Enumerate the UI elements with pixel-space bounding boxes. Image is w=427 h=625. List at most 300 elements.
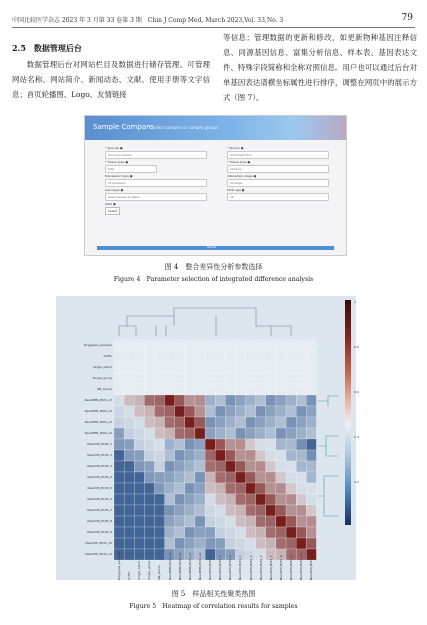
heatmap-cell: [195, 373, 205, 384]
heatmap-cell: [215, 428, 225, 439]
column-label: NearDHI_BOIS_11: [309, 553, 314, 580]
heatmap-cell: [235, 417, 245, 428]
heatmap-cell: [246, 439, 256, 450]
heatmap-cell: [205, 472, 215, 483]
heatmap-cell: [296, 516, 306, 527]
column-label: NearDHI_BOIS_1: [208, 555, 213, 580]
heatmap-cell: [246, 472, 256, 483]
heatmap-cell: [165, 516, 175, 527]
row-label: Single_group: [92, 376, 112, 380]
heatmap-cell: [225, 351, 235, 362]
heatmap-cell: [114, 527, 124, 538]
colorbar-tick: 0.4: [354, 435, 359, 439]
heatmap-cell: [286, 527, 296, 538]
heatmap-cell: [225, 373, 235, 384]
row-label: NearDHI_BOIS_2: [87, 453, 112, 457]
heatmap-cell: [296, 472, 306, 483]
heatmap-cell: [205, 439, 215, 450]
heatmap-cell: [175, 472, 185, 483]
heatmap-cell: [134, 516, 144, 527]
heatmap-cell: [134, 373, 144, 384]
heatmap-cell: [266, 406, 276, 417]
heatmap-cell: [306, 516, 316, 527]
heatmap-cell: [175, 494, 185, 505]
heatmap-cell: [235, 516, 245, 527]
heatmap-cell: [134, 384, 144, 395]
heatmap-cell: [286, 384, 296, 395]
heatmap-cell: [266, 351, 276, 362]
genotype-input[interactable]: Select Gene(s) by Name: [105, 193, 207, 201]
heatmap-cell: [246, 461, 256, 472]
heatmap-cell: [276, 516, 286, 527]
heatmap-cell: [296, 439, 306, 450]
heatmap-cell: [205, 494, 215, 505]
colorbar-tick: 1: [354, 300, 356, 304]
heatmap-cell: [296, 461, 306, 472]
heatmap-cell: [124, 395, 134, 406]
row-label: NearDHI_BOIS_8: [87, 519, 112, 523]
heatmap-cell: [195, 362, 205, 373]
heatmap-cell: [124, 351, 134, 362]
heatmap-cell: [306, 406, 316, 417]
heatmap-cell: [306, 395, 316, 406]
heatmap-cell: [165, 483, 175, 494]
heatmap-cell: [165, 395, 175, 406]
heatmap-cell: [296, 527, 306, 538]
heatmap-cell: [256, 395, 266, 406]
heatmap-cell: [215, 373, 225, 384]
heatmap-cell: [266, 373, 276, 384]
heatmap-cell: [256, 516, 266, 527]
heatmap-cell: [134, 472, 144, 483]
heatmap-cell: [144, 406, 154, 417]
heatmap-cell: [144, 494, 154, 505]
heatmap-cell: [246, 527, 256, 538]
heatmap-cell: [144, 505, 154, 516]
heatmap-cell: [225, 384, 235, 395]
heatmap-cell: [195, 461, 205, 472]
heatmap-cell: [154, 417, 164, 428]
heatmap-cell: [154, 494, 164, 505]
row-label: NearDHI_BOIS_5: [87, 486, 112, 490]
heatmap-cell: [306, 373, 316, 384]
heatmap-cell: [286, 373, 296, 384]
heatmap-cell: [124, 417, 134, 428]
heatmap-cell: [235, 494, 245, 505]
field-label: * Species ●: [105, 146, 123, 150]
heatmap-cell: [286, 439, 296, 450]
heatmap-cell: [205, 505, 215, 516]
row-label: NearDHI_BOIS_7: [87, 508, 112, 512]
heatmap-cell: [175, 428, 185, 439]
heatmap-cell: [124, 450, 134, 461]
heatmap-cell: [246, 494, 256, 505]
heatmap-cell: [185, 340, 195, 351]
heatmap-cell: [165, 428, 175, 439]
heatmap-cell: [225, 450, 235, 461]
heatmap-cell: [165, 373, 175, 384]
heatmap-cell: [175, 450, 185, 461]
heatmap-cell: [246, 505, 256, 516]
heatmap-cell: [306, 351, 316, 362]
heatmap-cell: [276, 373, 286, 384]
heatmap-cell: [225, 439, 235, 450]
heatmap-cell: [266, 472, 276, 483]
heatmap-cell: [246, 483, 256, 494]
heatmap-cell: [215, 527, 225, 538]
heatmap-cell: [286, 461, 296, 472]
column-label: NearDHI_BOIS_8: [278, 555, 283, 580]
heatmap-cell: [306, 461, 316, 472]
heatmap-cell: [185, 516, 195, 527]
heatmap-cell: [256, 461, 266, 472]
column-label: Suffix: [127, 571, 132, 580]
heatmap-cell: [286, 406, 296, 417]
heatmap-cell: [144, 439, 154, 450]
heatmap-cell: [215, 439, 225, 450]
heatmap-cell: [175, 373, 185, 384]
heatmap-cell: [296, 373, 306, 384]
heatmap-cell: [154, 373, 164, 384]
heatmap-cell: [195, 417, 205, 428]
heatmap-cell: [215, 384, 225, 395]
figure4-screenshot: [84, 115, 347, 256]
heatmap-cell: [235, 439, 245, 450]
heatmap-cell: [276, 406, 286, 417]
heatmap-cell: [256, 417, 266, 428]
strains-select[interactable]: Small-tailed Han: [227, 151, 329, 159]
heatmap-cell: [165, 494, 175, 505]
heatmap-cell: [114, 362, 124, 373]
figure4-banner: [85, 116, 346, 140]
field-label: Genotype ●: [105, 188, 124, 192]
heatmap-cell: [165, 461, 175, 472]
heatmap-cell: [175, 527, 185, 538]
heatmap-cell: [185, 494, 195, 505]
heatmap-cell: [235, 450, 245, 461]
column-label: Single_batch: [137, 560, 142, 580]
heatmap-cell: [306, 494, 316, 505]
heatmap-cell: [124, 384, 134, 395]
heatmap-cell: [205, 373, 215, 384]
heatmap-cell: [185, 483, 195, 494]
heatmap-cell: [165, 362, 175, 373]
heatmap-cell: [225, 340, 235, 351]
heatmap-cell: [134, 494, 144, 505]
right-column-paragraph: 等信息；管理数据的更新和修改，如更新物种基因注释信息、同源基因信息、富集分析信息、样本表、基因表达文件、特殊字段简称和全称对照信息。用户也可以通过后台对单基因表达谱横坐标属性进行排序，调整在网页中的展示方式（图 7）。: [223, 33, 417, 102]
heatmap-cell: [306, 428, 316, 439]
page-number: 79: [401, 13, 413, 23]
heatmap-cell: [165, 417, 175, 428]
heatmap-cell: [154, 527, 164, 538]
heatmap-cell: [266, 483, 276, 494]
heatmap-cell: [306, 483, 316, 494]
heatmap-cell: [165, 472, 175, 483]
heatmap-cell: [215, 395, 225, 406]
heatmap-cell: [215, 483, 225, 494]
heatmap-cell: [134, 417, 144, 428]
heatmap-cell: [296, 395, 306, 406]
colorbar-tick: 0.6: [354, 390, 359, 394]
heatmap-cell: [306, 450, 316, 461]
row-label: NearDHI_BOIS_6: [87, 497, 112, 501]
colorbar-tick: 0.8: [354, 345, 359, 349]
heatmap-cell: [154, 439, 164, 450]
figure5-caption-cn: 图 5 样品相关性聚类热图: [171, 590, 256, 598]
heatmap-cell: [195, 351, 205, 362]
heatmap-cell: [225, 483, 235, 494]
heatmap-cell: [165, 406, 175, 417]
heatmap-cell: [266, 516, 276, 527]
heatmap-cell: [195, 384, 205, 395]
heatmap-cell: [286, 472, 296, 483]
column-label: NearDHI_BOIS_2: [218, 555, 223, 580]
fetal-age-select[interactable]: All: [227, 193, 329, 201]
heatmap-cell: [175, 395, 185, 406]
row-label: NearDHI_BOIS_9: [87, 530, 112, 534]
heatmap-cell: [114, 461, 124, 472]
heatmap-cell: [144, 428, 154, 439]
heatmap-cell: [114, 340, 124, 351]
heatmap-cell: [144, 472, 154, 483]
heatmap-cell: [276, 494, 286, 505]
heatmap-cell: [124, 472, 134, 483]
row-label: NearDHI_BOIS_1: [87, 442, 112, 446]
heatmap-cell: [124, 362, 134, 373]
heatmap-cell: [276, 450, 286, 461]
field-label: Data ●: [105, 202, 116, 206]
heatmap-cell: [185, 505, 195, 516]
heatmap-cell: [114, 450, 124, 461]
left-column-paragraph: 数据管理后台对网站栏目及数据进行储存管理。可管理网站名称、网站简介、新闻动态、文献、使用手册等文字信息；首页轮播图、Logo、友情链接: [12, 60, 210, 99]
heatmap-cell: [276, 505, 286, 516]
heatmap-cell: [175, 505, 185, 516]
heatmap-cell: [134, 351, 144, 362]
species-select[interactable]: Ovis aries (sheep): [105, 151, 207, 159]
heatmap-cell: [114, 428, 124, 439]
heatmap-cell: [235, 428, 245, 439]
heatmap-cell: [205, 483, 215, 494]
heatmap-cell: [256, 384, 266, 395]
heatmap-cell: [175, 406, 185, 417]
heatmap-cell: [215, 362, 225, 373]
heatmap-cell: [286, 362, 296, 373]
heatmap-cell: [276, 384, 286, 395]
heatmap-cell: [205, 417, 215, 428]
heatmap-cell: [185, 362, 195, 373]
heatmap-cell: [124, 505, 134, 516]
heatmap-cell: [185, 527, 195, 538]
field-label: Fetal age ●: [227, 188, 245, 192]
heatmap-cell: [225, 527, 235, 538]
heatmap-cell: [195, 505, 205, 516]
heatmap-cell: [175, 483, 185, 494]
heatmap-cell: [225, 362, 235, 373]
banner-title: Sample Compare: [93, 123, 154, 131]
heatmap-cell: [114, 417, 124, 428]
field-label: * Strains ●: [227, 146, 244, 150]
heatmap-cell: [175, 417, 185, 428]
heatmap-cell: [154, 461, 164, 472]
column-label: NearDHI_BOIS_4: [238, 555, 243, 580]
heatmap-cell: [144, 384, 154, 395]
row-label: NearBHN_BOIS_s2: [84, 431, 112, 435]
heatmap-cell: [154, 483, 164, 494]
heatmap-cell: [296, 428, 306, 439]
heatmap-cell: [296, 406, 306, 417]
row-label: NearDHI_BOIS_11: [85, 552, 112, 556]
heatmap-cell: [165, 351, 175, 362]
heatmap-cell: [246, 362, 256, 373]
heatmap-cell: [114, 494, 124, 505]
section-heading: 2.5 数据管理后台: [12, 43, 82, 53]
heatmap-cell: [225, 406, 235, 417]
row-label: NearDHI_BOIS_3: [87, 464, 112, 468]
heatmap-cell: [225, 505, 235, 516]
heatmap-cell: [114, 395, 124, 406]
heatmap-cell: [185, 373, 195, 384]
tissue-type-select[interactable]: Fetal: [105, 165, 157, 173]
field-label: Interaction stage ●: [227, 174, 257, 178]
heatmap-cell: [266, 527, 276, 538]
heatmap-cell: [154, 395, 164, 406]
tissue-type-select-2[interactable]: All tissue: [227, 165, 329, 173]
row-label: NearBHN_BOIS_s3: [84, 398, 112, 402]
heatmap-cell: [266, 417, 276, 428]
heatmap-cell: [215, 450, 225, 461]
heatmap-cell: [286, 483, 296, 494]
expression-type-select[interactable]: All expression: [105, 179, 207, 187]
heatmap-cell: [195, 406, 205, 417]
heatmap-cell: [246, 384, 256, 395]
heatmap-cell: [266, 428, 276, 439]
row-label: NearBHN_BOIS_s4: [84, 409, 112, 413]
heatmap-cell: [114, 505, 124, 516]
heatmap-cell: [195, 395, 205, 406]
heatmap-cell: [256, 505, 266, 516]
heatmap-cell: [114, 483, 124, 494]
row-label: Suffix: [103, 354, 112, 358]
heatmap-cell: [215, 505, 225, 516]
heatmap-cell: [215, 406, 225, 417]
column-label: NearDHI_BOIS_10: [299, 553, 304, 580]
heatmap-cell: [205, 450, 215, 461]
heatmap-cell: [256, 362, 266, 373]
heatmap-cell: [246, 340, 256, 351]
heatmap-cell: [306, 340, 316, 351]
heatmap-cell: [205, 461, 215, 472]
heatmap-cell: [266, 505, 276, 516]
colorbar: [345, 300, 351, 525]
heatmap-cell: [276, 362, 286, 373]
heatmap-cell: [144, 483, 154, 494]
column-label: NearBHN_BOIS_s1: [187, 552, 192, 580]
heatmap-cell: [124, 439, 134, 450]
heatmap-cell: [195, 494, 205, 505]
heatmap-cell: [175, 351, 185, 362]
heatmap-cell: [185, 351, 195, 362]
heatmap-cell: [154, 362, 164, 373]
heatmap-cell: [246, 406, 256, 417]
heatmap-cell: [114, 439, 124, 450]
heatmap-cell: [266, 494, 276, 505]
heatmap-cell: [215, 516, 225, 527]
heatmap-cell: [256, 483, 266, 494]
heatmap-cell: [124, 461, 134, 472]
heatmap-cell: [134, 450, 144, 461]
heatmap-cell: [276, 428, 286, 439]
heatmap-cell: [154, 516, 164, 527]
heatmap-cell: [185, 428, 195, 439]
heatmap-cell: [246, 395, 256, 406]
heatmap-cell: [286, 395, 296, 406]
heatmap-cell: [286, 340, 296, 351]
field-label: * Tissue type ●: [227, 160, 251, 164]
heatmap-cell: [185, 417, 195, 428]
heatmap-cell: [144, 516, 154, 527]
heatmap-cell: [256, 351, 266, 362]
heatmap-cell: [215, 461, 225, 472]
heatmap-cell: [266, 384, 276, 395]
heatmap-cell: [154, 340, 164, 351]
heatmap-cell: [154, 450, 164, 461]
heatmap-cell: [276, 351, 286, 362]
heatmap-cell: [276, 472, 286, 483]
heatmap-cell: [286, 505, 296, 516]
heatmap-cell: [276, 439, 286, 450]
heatmap-cell: [205, 428, 215, 439]
row-label: NearDHI_BOIS_4: [87, 475, 112, 479]
header-rule: [12, 27, 415, 28]
data-select-button[interactable]: Select: [105, 207, 120, 215]
heatmap-cell: [134, 395, 144, 406]
heatmap-cell: [266, 340, 276, 351]
heatmap-cell: [306, 417, 316, 428]
heatmap-cell: [134, 505, 144, 516]
figure4-caption-cn: 图 4 整合差异性分析参数选择: [164, 263, 263, 271]
heatmap-cell: [144, 461, 154, 472]
heatmap-cell: [225, 417, 235, 428]
heatmap-cell: [296, 483, 306, 494]
heatmap-cell: [225, 395, 235, 406]
heatmap-cell: [225, 494, 235, 505]
heatmap-cell: [286, 494, 296, 505]
heatmap-cell: [114, 406, 124, 417]
heatmap-cell: [114, 351, 124, 362]
heatmap-cell: [266, 439, 276, 450]
heatmap-cell: [195, 527, 205, 538]
heatmap-cell: [306, 384, 316, 395]
heatmap-cell: [286, 516, 296, 527]
heatmap-cell: [165, 505, 175, 516]
heatmap-cell: [246, 450, 256, 461]
heatmap-cell: [246, 417, 256, 428]
heatmap-cell: [144, 417, 154, 428]
heatmap-cell: [134, 483, 144, 494]
heatmap-cell: [235, 384, 245, 395]
heatmap-cell: [276, 417, 286, 428]
row-label: Doggyaid_samples: [83, 343, 112, 347]
interaction-stage-select[interactable]: All stages: [227, 179, 329, 187]
heatmap-cell: [185, 461, 195, 472]
heatmap-cell: [296, 450, 306, 461]
heatmap-cell: [124, 494, 134, 505]
heatmap-cell: [296, 505, 306, 516]
heatmap-cell: [124, 483, 134, 494]
submit-button[interactable]: Submit: [97, 246, 334, 250]
heatmap-cell: [144, 450, 154, 461]
heatmap-cell: [124, 527, 134, 538]
